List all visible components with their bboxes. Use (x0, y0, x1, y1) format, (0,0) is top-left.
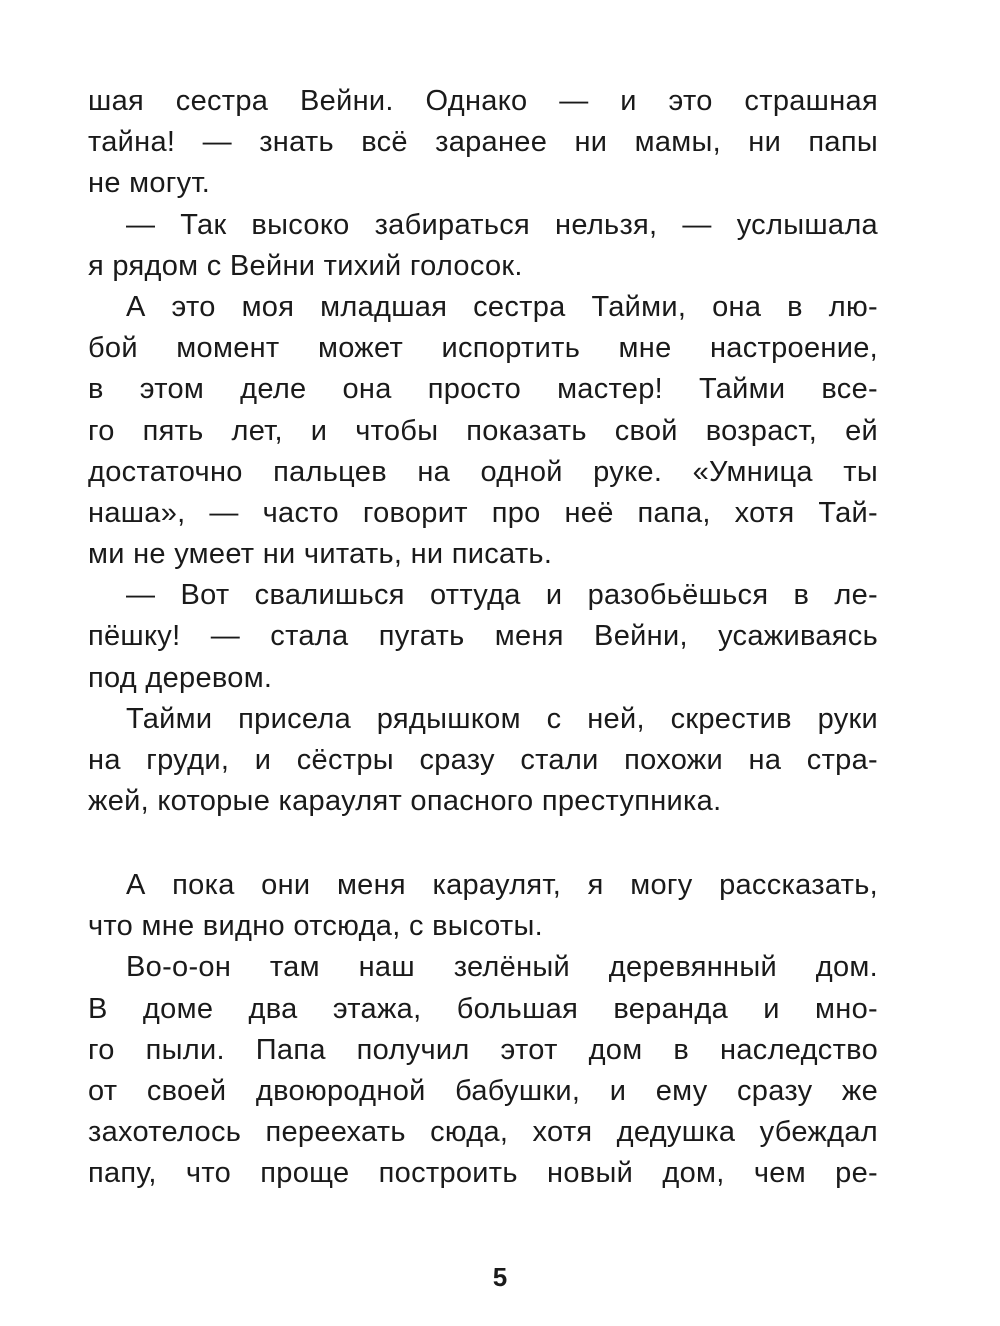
text-line: — Так высоко забираться нельзя, — услышала (126, 208, 878, 241)
text-line: го пыли. Папа получил этот дом в наследство (88, 1033, 878, 1066)
text-line: папу, что проще построить новый дом, чем ре- (88, 1157, 878, 1190)
text-line: шая сестра Вейни. Однако — и это страшная (88, 85, 878, 117)
text-line: Тайми присела рядышком с ней, скрестив руки (126, 702, 878, 735)
text-line: что мне видно отсюда, с высоты. (88, 910, 543, 943)
text-line: захотелось переехать сюда, хотя дедушка убеждал (88, 1116, 878, 1149)
text-line: я рядом с Вейни тихий голосок. (88, 249, 523, 282)
text-line: Во-о-он там наш зелёный деревянный дом. (126, 951, 878, 984)
text-line: под деревом. (88, 661, 273, 694)
text-line: — Вот свалишься оттуда и разобьёшься в ле- (126, 579, 878, 612)
text-line: бой момент может испортить мне настроение, (88, 332, 878, 365)
text-line: наша», — часто говорит про неё папа, хотя Тай- (88, 496, 878, 529)
text-block-bottom (88, 865, 878, 1195)
text-line: А пока они меня караулят, я могу рассказать, (126, 869, 878, 901)
text-line: тайна! — знать всё заранее ни мамы, ни папы (88, 126, 878, 159)
text-line: от своей двоюродной бабушки, и ему сразу же (88, 1074, 878, 1107)
text-line: го пять лет, и чтобы показать свой возраст, ей (88, 414, 878, 447)
text-line: не могут. (88, 167, 211, 200)
text-line: пёшку! — стала пугать меня Вейни, усаживаясь (88, 620, 878, 653)
text-line: В доме два этажа, большая веранда и мно- (88, 992, 878, 1025)
text-line: в этом деле она просто мастер! Тайми все- (88, 373, 878, 406)
text-line: достаточно пальцев на одной руке. «Умница ты (88, 455, 878, 488)
text-line: ми не умеет ни читать, ни писать. (88, 538, 553, 571)
page-number: 5 (492, 1262, 508, 1292)
text-line: на груди, и сёстры сразу стали похожи на стра- (88, 744, 878, 776)
text-line: А это моя младшая сестра Тайми, она в лю- (126, 290, 878, 323)
text-line: жей, которые караулят опасного преступника. (88, 785, 722, 818)
text-block-top (88, 81, 878, 822)
